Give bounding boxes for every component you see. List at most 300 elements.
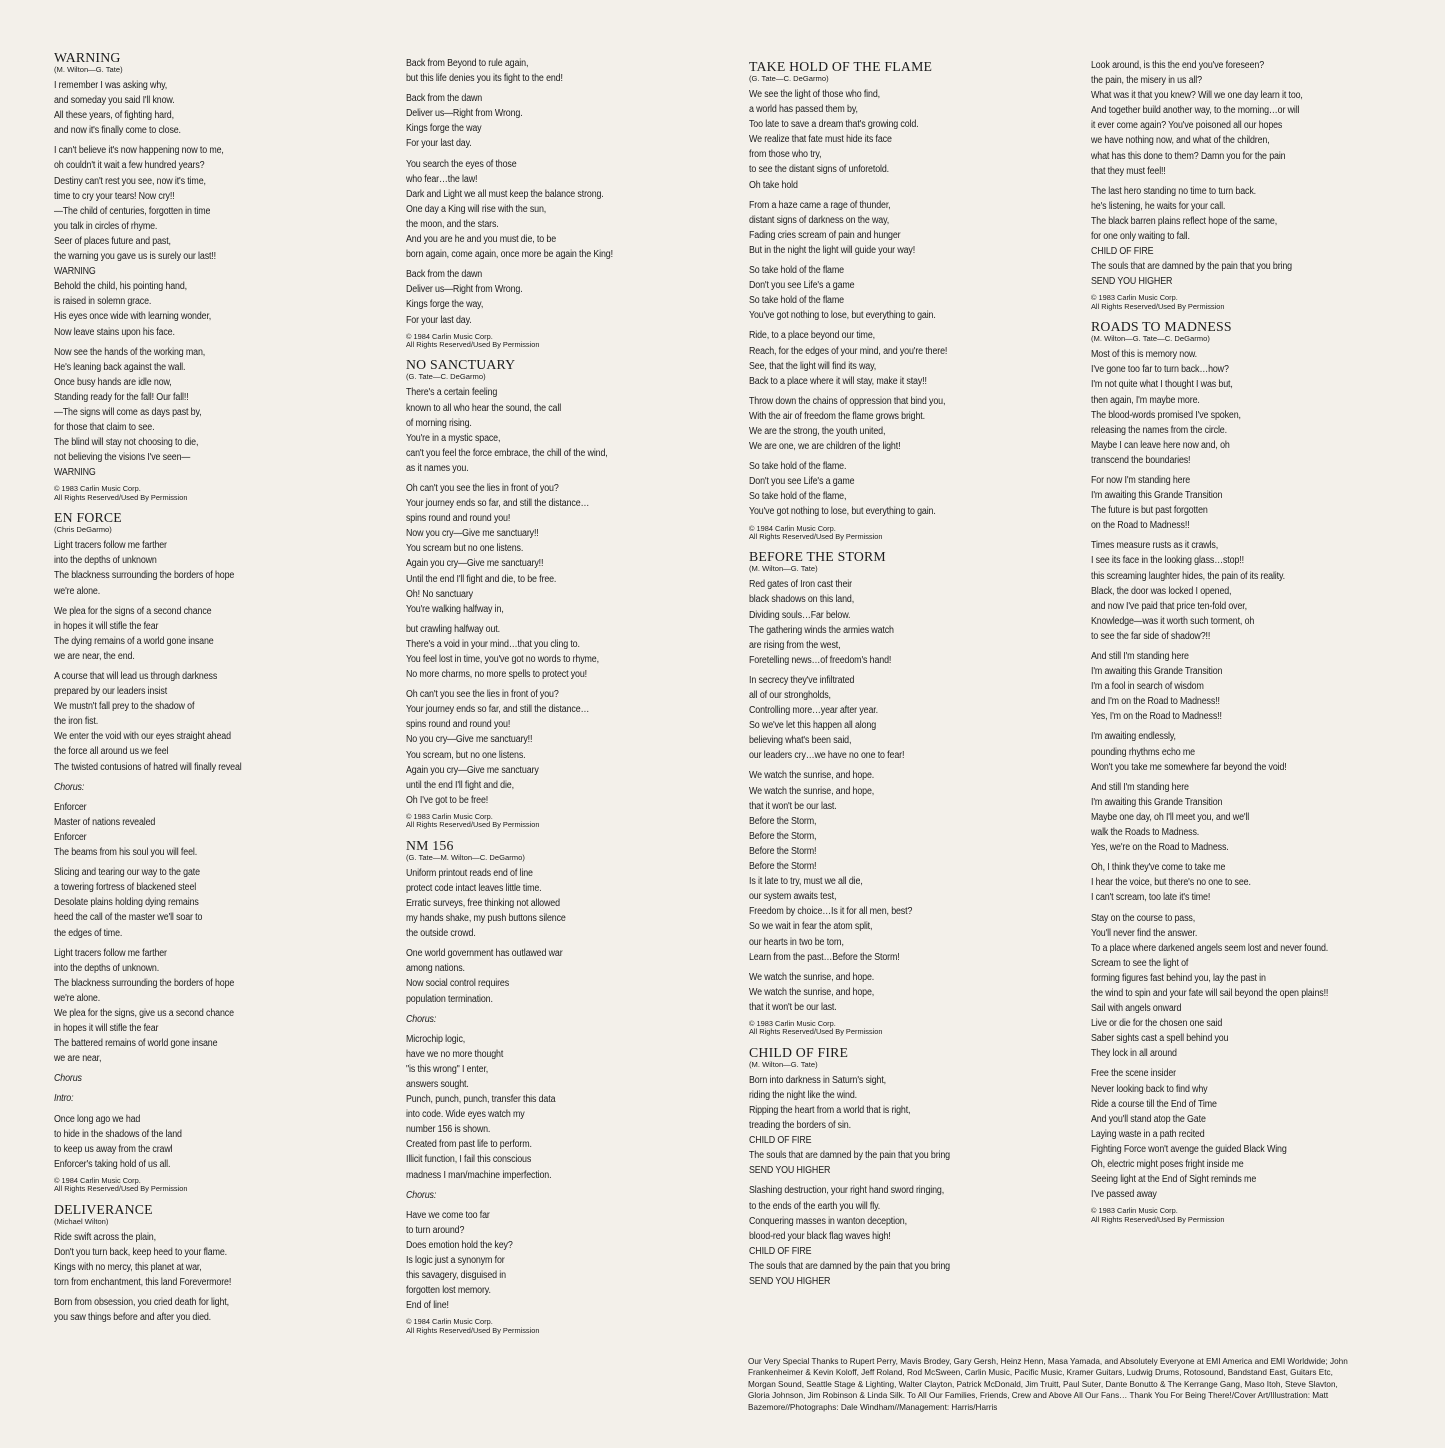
song-block [54,510,354,1193]
lyric-line: to see the distant signs of unforetold. [749,164,889,176]
lyric-line: for those that claim to see. [54,422,155,434]
lyric-line: All these years, of fighting hard, [54,110,174,122]
lyric-line: he's listening, he waits for your call. [1091,200,1226,212]
lyric-line: I'm awaiting endlessly, [1091,731,1176,743]
lyric-line: not believing the visions I've seen— [54,452,191,464]
lyric-line: Now see the hands of the working man, [54,346,206,358]
lyric-line: No more charms, no more spells to protect you! [406,669,587,681]
lyric-line: Desolate plains holding dying remains [54,897,199,909]
lyric-line: In secrecy they've infiltrated [749,674,855,686]
lyric-line: Enforcer [54,831,87,843]
song-title: WARNING [54,50,121,65]
lyric-line: to keep us away from the crawl [54,1143,173,1155]
lyric-line: Never looking back to find why [1091,1083,1208,1095]
copyright-line: © 1984 Carlin Music Corp. [406,331,493,341]
copyright-line: All Rights Reserved/Used By Permission [1091,301,1225,311]
stanza [54,143,354,339]
lyric-line: as it names you. [406,462,469,474]
lyric-line: and someday you said I'll know. [54,95,175,107]
lyric-line: Slicing and tearing our way to the gate [54,867,200,879]
lyric-line: distant signs of darkness on the way, [749,214,890,226]
lyric-line: Deliver us—Right from Wrong. [406,108,523,120]
stanza [1091,780,1391,855]
stanza [54,780,354,795]
stanza [54,78,354,138]
lyric-line: Ride swift across the plain, [54,1231,156,1243]
copyright-notice [406,813,706,830]
stanza [1091,538,1391,644]
lyric-line: I'm a fool in search of wisdom [1091,681,1204,693]
lyric-line: For now I'm standing here [1091,474,1191,486]
copyright-line: All Rights Reserved/Used By Permission [749,1027,883,1037]
copyright-line: © 1984 Carlin Music Corp. [406,1317,493,1327]
copyright-line: © 1983 Carlin Music Corp. [54,484,141,494]
lyric-line: WARNING [54,467,96,479]
lyric-line: I see its face in the looking glass…stop!! [1091,555,1244,567]
song-credit: (G. Tate—C. DeGarmo) [406,372,486,382]
lyric-line: number 156 is shown. [406,1124,491,1136]
lyric-line: walk the Roads to Madness. [1091,827,1200,839]
lyric-line: Laying waste in a path recited [1091,1128,1205,1140]
lyric-line: Again you cry—Give me sanctuary [406,764,539,776]
lyric-line: You're walking halfway in, [406,603,504,615]
song-credit: (G. Tate—M. Wilton—C. DeGarmo) [406,852,525,862]
lyric-line: End of line! [406,1300,449,1312]
lyric-line: Maybe one day, oh I'll meet you, and we'll [1091,811,1250,823]
stanza [54,604,354,664]
song-block [54,50,354,502]
stanza [406,622,706,682]
lyric-line: protect code intact leaves little time. [406,882,542,894]
song-title: EN FORCE [54,510,122,526]
lyric-line: that it won't be our last. [749,800,837,812]
lyric-line: And still I'm standing here [1091,781,1189,793]
copyright-line: © 1984 Carlin Music Corp. [54,1175,141,1185]
copyright-notice [749,1020,1049,1037]
lyric-line: Oh, I think they've come to take me [1091,862,1226,874]
stanza [749,1073,1049,1179]
lyric-line: I'm awaiting this Grande Transition [1091,490,1223,502]
stanza [749,970,1049,1015]
lyric-line: we're alone. [54,585,101,597]
stanza [406,1032,706,1183]
lyric-line: we have nothing now, and what of the children, [1091,135,1270,147]
lyric-line: We plea for the signs, give us a second chance [54,1007,234,1019]
stanza [54,1112,354,1172]
lyric-line: into code. Wide eyes watch my [406,1109,525,1121]
lyric-line: So take hold of the flame [749,295,844,307]
song-credit: (Michael Wilton) [54,1216,109,1226]
stanza [1091,347,1391,468]
lyric-line: The dying remains of a world gone insane [54,635,214,647]
stanza [1091,184,1391,290]
stanza [749,459,1049,519]
lyric-line: Deliver us—Right from Wrong. [406,284,523,296]
lyric-line: Before the Storm, [749,830,817,842]
lyric-line: I hear the voice, but there's no one to see. [1091,877,1251,889]
lyric-line: Illicit function, I fail this conscious [406,1154,532,1166]
lyric-line: Chorus [54,1073,82,1085]
lyric-line: Kings with no mercy, this planet at war, [54,1261,202,1273]
copyright-notice [1091,1207,1391,1224]
lyric-line: Master of nations revealed [54,816,156,828]
lyric-line: is raised in solemn grace. [54,296,152,308]
column-1 [54,50,354,1333]
lyric-line: Your journey ends so far, and still the distance… [406,498,590,510]
lyric-line: this savagery, disguised in [406,1270,506,1282]
lyric-line: Intro: [54,1093,74,1105]
copyright-notice [54,1177,354,1194]
stanza [749,768,1049,964]
lyric-line: And together build another way, to the morning…or will [1091,105,1300,117]
stanza [406,91,706,151]
lyric-line: the pain, the misery in us all? [1091,75,1202,87]
lyric-line: heed the call of the master we'll soar to [54,912,203,924]
lyric-line: CHILD OF FIRE [1091,246,1154,258]
lyric-line: known to all who hear the sound, the call [406,402,562,414]
lyric-line: So take hold of the flame [749,265,844,277]
song-block [749,59,1049,541]
lyric-line: from those who try, [749,149,822,161]
lyric-line: that it won't be our last. [749,1001,837,1013]
stanza [406,157,706,263]
lyric-line: blood-red your black flag waves high! [749,1230,891,1242]
lyric-line: forming figures fast behind you, lay the past in [1091,972,1266,984]
lyric-line: transcend the boundaries! [1091,454,1191,466]
lyric-line: this screaming laughter hides, the pain of its reality. [1091,570,1285,582]
lyric-line: on the Road to Madness!! [1091,520,1190,532]
lyric-line: pounding rhythms echo me [1091,746,1195,758]
lyric-line: Now social control requires [406,978,510,990]
stanza [406,687,706,808]
lyric-line: Have we come too far [406,1209,490,1221]
song-title: CHILD OF FIRE [749,1044,849,1060]
lyric-line: Most of this is memory now. [1091,349,1198,361]
lyric-line: until the end I'll fight and die, [406,779,514,791]
lyric-line: in hopes it will stifle the fear [54,620,159,632]
lyric-line: Yes, we're on the Road to Madness. [1091,842,1229,854]
lyric-line: to turn around? [406,1224,465,1236]
lyric-line: I'm awaiting this Grande Transition [1091,796,1223,808]
lyric-line: among nations. [406,963,465,975]
lyric-line: Controlling more…year after year. [749,705,878,717]
lyric-line: The black barren plains reflect hope of the same, [1091,215,1278,227]
lyric-line: CHILD OF FIRE [749,1135,812,1147]
stanza [749,328,1049,388]
lyric-line: We watch the sunrise, and hope, [749,986,875,998]
lyric-line: the moon, and the stars. [406,218,499,230]
lyric-line: time to cry your tears! Now cry!! [54,190,175,202]
lyric-line: You search the eyes of those [406,158,517,170]
lyric-line: prepared by our leaders insist [54,686,168,698]
lyric-line: to see the far side of shadow?!! [1091,630,1211,642]
lyric-line: He's leaning back against the wall. [54,361,186,373]
lyric-line: our leaders cry…we have no one to fear! [749,750,905,762]
stanza [1091,649,1391,724]
lyric-line: we are near, the end. [54,650,135,662]
lyric-line: Once busy hands are idle now, [54,376,172,388]
lyric-line: Oh can't you see the lies in front of you? [406,689,559,701]
lyric-line: Free the scene insider [1091,1068,1176,1080]
lyric-line: Until the end I'll fight and die, to be free. [406,573,557,585]
lyric-line: The beams from his soul you will feel. [54,847,198,859]
lyric-line: have we no more thought [406,1048,504,1060]
lyric-line: The blind will stay not choosing to die, [54,437,199,449]
lyric-line: who fear…the law! [406,173,478,185]
stanza [54,1230,354,1290]
lyric-line: you saw things before and after you died. [54,1312,212,1324]
lyric-line: my hands shake, my push buttons silence [406,913,566,925]
lyric-line: Times measure rusts as it crawls, [1091,540,1219,552]
copyright-line: All Rights Reserved/Used By Permission [406,820,540,830]
lyric-line: Back to a place where it will stay, make it stay!! [749,375,927,387]
lyric-line: Light tracers follow me farther [54,540,167,552]
lyric-line: Won't you take me somewhere far beyond the void! [1091,761,1287,773]
lyric-line: The last hero standing no time to turn back. [1091,185,1256,197]
column-2 [406,56,706,1343]
lyric-line: —The signs will come as days past by, [54,406,202,418]
lyric-line: SEND YOU HIGHER [1091,276,1173,288]
lyric-line: Scream to see the light of [1091,957,1189,969]
lyric-line: Yes, I'm on the Road to Madness!! [1091,711,1222,723]
copyright-line: All Rights Reserved/Used By Permission [1091,1214,1225,1224]
lyric-line: Enforcer [54,801,87,813]
lyric-line: And you are he and you must die, to be [406,234,557,246]
lyric-line: You scream, but no one listens. [406,749,526,761]
lyric-line: Red gates of Iron cast their [749,579,852,591]
lyric-line: Stay on the course to pass, [1091,912,1196,924]
lyric-line: Sail with angels onward [1091,1003,1182,1015]
lyric-line: and now it's finally come to close. [54,125,181,137]
song-block [1091,319,1391,1224]
lyric-line: We enter the void with our eyes straight ahead [54,731,231,743]
lyric-line: Don't you see Life's a game [749,476,855,488]
lyric-line: No you cry—Give me sanctuary!! [406,734,533,746]
lyric-line: Black, the door was locked I opened, [1091,585,1232,597]
lyric-line: Live or die for the chosen one said [1091,1018,1223,1030]
lyric-line: Throw down the chains of oppression that bind you, [749,395,946,407]
lyric-line: Foretelling news…of freedom's hand! [749,654,892,666]
lyric-line: we are near, [54,1053,102,1065]
stanza [749,673,1049,764]
lyric-line: Before the Storm! [749,861,817,873]
song-block [54,1202,354,1326]
lyric-line: CHILD OF FIRE [749,1245,812,1257]
lyric-line: You're in a mystic space, [406,432,501,444]
lyric-line: spins round and round you! [406,719,511,731]
lyric-line: What was it that you knew? Will we one day learn it too, [1091,90,1303,102]
song-title: NO SANCTUARY [406,357,516,373]
lyric-line: our system awaits test, [749,891,837,903]
lyric-line: To a place where darkened angels seem lost and never found. [1091,942,1329,954]
stanza [54,1091,354,1106]
lyric-line: answers sought. [406,1078,469,1090]
lyric-line: the wind to spin and your fate will sail beyond the open plains!! [1091,987,1329,999]
song-credit: (Chris DeGarmo) [54,525,112,535]
copyright-notice [406,1318,706,1335]
song-block [406,56,706,349]
lyric-line: Once long ago we had [54,1113,141,1125]
stanza [406,946,706,1006]
lyric-line: born again, come again, once more be again the King! [406,249,613,261]
stanza [54,538,354,598]
lyric-line: Seeing light at the End of Sight reminds me [1091,1174,1257,1186]
lyric-line: The souls that are damned by the pain that you bring [749,1150,950,1162]
stanza [406,385,706,476]
song-block [1091,58,1391,311]
stanza [1091,911,1391,1062]
lyric-line: Kings forge the way [406,123,482,135]
lyric-line: Fading cries scream of pain and hunger [749,229,901,241]
lyric-line: can't you feel the force embrace, the chill of the wind, [406,447,608,459]
lyric-line: the force all around us we feel [54,746,169,758]
lyric-line: We watch the sunrise, and hope, [749,785,875,797]
lyric-line: Erratic surveys, free thinking not allowed [406,897,560,909]
lyric-line: releasing the names from the circle. [1091,424,1227,436]
lyric-line: You've got nothing to lose, but everything to gain. [749,506,936,518]
lyric-line: Look around, is this the end you've foreseen? [1091,60,1265,71]
lyric-line: the warning you gave us is surely our last!! [54,251,217,263]
lyric-line: spins round and round you! [406,513,511,525]
lyric-line: Too late to save a dream that's growing cold. [749,119,919,131]
lyric-line: I can't believe it's now happening now to me, [54,145,224,157]
lyric-line: With the air of freedom the flame grows bright. [749,410,925,422]
lyric-line: population termination. [406,993,493,1005]
stanza [1091,860,1391,905]
lyric-line: Chorus: [406,1013,437,1025]
lyric-line: The gathering winds the armies watch [749,624,894,636]
lyric-line: Seer of places future and past, [54,235,171,247]
lyric-line: Learn from the past…Before the Storm! [749,951,900,963]
lyric-line: We realize that fate must hide its face [749,134,892,146]
stanza [749,198,1049,258]
lyric-line: They lock in all around [1091,1048,1177,1060]
lyric-line: For your last day. [406,138,472,150]
copyright-line: © 1983 Carlin Music Corp. [1091,293,1178,303]
song-title: DELIVERANCE [54,1201,153,1217]
lyric-line: You scream but no one listens. [406,543,524,555]
copyright-line: All Rights Reserved/Used By Permission [54,1184,188,1194]
lyric-line: Again you cry—Give me sanctuary!! [406,558,544,570]
song-credit: (M. Wilton—G. Tate) [749,564,818,574]
lyric-line: are rising from the west, [749,639,841,651]
lyric-line: Oh! No sanctuary [406,588,474,600]
lyric-line: riding the night like the wind. [749,1089,857,1101]
lyric-line: our hearts in two be torn, [749,936,844,948]
lyric-line: a world has passed them by, [749,104,858,116]
lyric-line: For your last day. [406,314,472,326]
lyric-line: Ripping the heart from a world that is right, [749,1104,911,1116]
stanza [749,263,1049,323]
lyric-line: Oh can't you see the lies in front of you? [406,482,559,494]
lyric-line: forgotten lost memory. [406,1285,491,1297]
copyright-line: © 1983 Carlin Music Corp. [749,1018,836,1028]
lyric-line: We mustn't fall prey to the shadow of [54,701,195,713]
thanks-credits: Our Very Special Thanks to Rupert Perry, Mavis Brodey, Gary Gersh, Heinz Henn, Masa Yamada, and Absolutely Everyone at EMI America and EMI Worldwide; John Frankenheimer & Kevin Koloff, Jeff Roland, Rod McSween, Carlin Music, Pacific Music, Kramer Guitars, Ludwig Drums, Rotosound, Bandstand East, Guitars Etc, Morgan Sound, Seattle Stage & Lighting, Walter Clayton, Patrick McDonald, Jim Truitt, Paul Suter, Dante Bonutto & The Kerrange Gang, Maso Itoh, Steve Slavton, Gloria Johnson, Jim Robinson & Linda Silk. To All Our Families, Friends, Crew and Above All Our Fans… Thank You For Being There!/Cover Art/Illustration: Matt Bazemore//Photographs: Dale Windham//Management: Harris/Harris [748,1357,1348,1412]
song-credit: (M. Wilton—G. Tate) [54,65,123,74]
column-4 [1091,58,1391,1232]
column-3 [749,59,1049,1297]
lyric-line: it ever come again? You've poisoned all our hopes [1091,120,1283,132]
song-block [406,838,706,1335]
lyric-line: There's a certain feeling [406,387,498,399]
lyric-line: Back from the dawn [406,93,483,105]
lyric-line: The blackness surrounding the borders of hope [54,570,235,582]
lyric-line: Ride, to a place beyond our time, [749,330,875,342]
lyric-line: Ride a course till the End of Time [1091,1098,1217,1110]
stanza [749,1183,1049,1289]
lyric-line: Born into darkness in Saturn's sight, [749,1074,887,1086]
lyric-line: And still I'm standing here [1091,651,1189,662]
lyric-line: and now I've paid that price ten-fold over, [1091,600,1247,612]
stanza [54,946,354,1067]
lyric-line: the outside crowd. [406,928,476,940]
lyric-line: There's a void in your mind…that you cling to. [406,638,580,650]
lyric-line: Is it late to try, must we all die, [749,876,863,888]
lyric-line: Dividing souls…Far below. [749,609,851,621]
lyric-line: Dark and Light we all must keep the balance strong. [406,188,604,200]
lyric-line: You feel lost in time, you've got no words to rhyme, [406,654,599,665]
lyric-line: we're alone. [54,992,101,1004]
lyric-line: the iron fist. [54,716,99,728]
lyric-line: I've passed away [1091,1189,1157,1201]
lyric-line: the edges of time. [54,927,123,939]
stanza [1091,1066,1391,1202]
lyric-line: to the ends of the earth you will fly. [749,1200,881,1212]
lyric-line: And you'll stand atop the Gate [1091,1113,1206,1125]
lyric-line: Uniform printout reads end of line [406,867,533,879]
stanza [406,267,706,327]
lyric-line: Freedom by choice…Is it for all men, best? [749,906,913,918]
lyric-line: Don't you turn back, keep heed to your flame. [54,1246,227,1258]
lyric-line: Oh take hold [749,179,798,191]
copyright-line: All Rights Reserved/Used By Permission [406,1325,540,1335]
lyric-line: I'm not quite what I thought I was but, [1091,379,1233,391]
lyric-line: I'm awaiting this Grande Transition [1091,666,1223,678]
song-credit: (G. Tate—C. DeGarmo) [749,74,829,83]
copyright-line: © 1984 Carlin Music Corp. [749,523,836,533]
lyric-line: The blood-words promised I've spoken, [1091,409,1241,421]
lyric-line: SEND YOU HIGHER [749,1165,831,1177]
lyric-line: Enforcer's taking hold of us all. [54,1158,171,1170]
lyric-line: Punch, punch, punch, transfer this data [406,1094,556,1106]
lyric-line: to hide in the shadows of the land [54,1128,182,1140]
lyric-line: Standing ready for the fall! Our fall!! [54,391,189,403]
lyric-line: You've got nothing to lose, but everything to gain. [749,310,936,322]
lyric-line: what has this done to them? Damn you for the pain [1091,150,1286,162]
lyric-line: See, that the light will find its way, [749,360,877,372]
song-block [406,357,706,829]
lyric-line: So take hold of the flame, [749,491,847,503]
lyric-line: Born from obsession, you cried death for light, [54,1297,229,1309]
lyric-line: We see the light of those who find, [749,89,880,100]
lyric-line: into the depths of unknown. [54,962,160,974]
lyric-line: You'll never find the answer. [1091,927,1198,939]
copyright-line: All Rights Reserved/Used By Permission [749,531,883,541]
lyric-line: We watch the sunrise, and hope. [749,770,875,782]
lyric-line: torn from enchantment, this land Forevermore! [54,1277,232,1288]
lyric-line: I've gone too far to turn back…how? [1091,364,1229,376]
lyric-line: Does emotion hold the key? [406,1239,513,1251]
lyric-line: Microchip logic, [406,1033,466,1045]
copyright-line: All Rights Reserved/Used By Permission [406,340,540,349]
stanza [406,1208,706,1314]
lyric-line: Now you cry—Give me sanctuary!! [406,528,539,540]
stanza [749,87,1049,193]
lyric-line: Maybe I can leave here now and, oh [1091,439,1230,451]
lyric-line: His eyes once wide with learning wonder, [54,311,212,323]
lyric-line: Oh I've got to be free! [406,794,489,806]
